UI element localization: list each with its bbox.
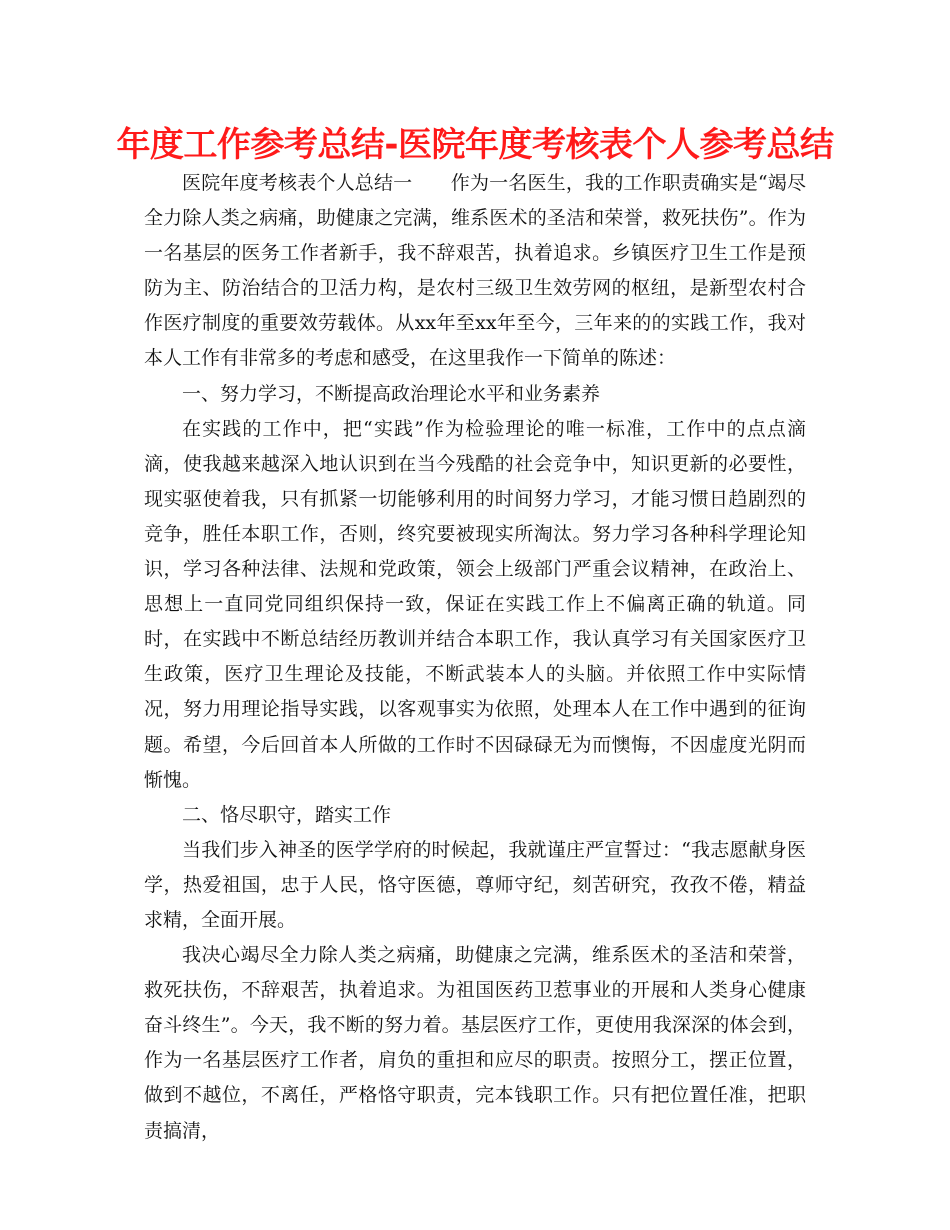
document-body xyxy=(144,166,806,1149)
paragraph-oath: 当我们步入神圣的医学学府的时候起，我就谨庄严宣誓过：“我志愿献身医学，热爱祖国，忠于人民，恪守医德，尊师守纪，刻苦研究，孜孜不倦，精益求精，全面开展。 xyxy=(144,838,806,931)
paragraph-intro: 医院年度考核表个人总结一 作为一名医生，我的工作职责确实是“竭尽全力除人类之病痛，助健康之完满，维系医术的圣洁和荣誉，救死扶伤”。作为一名基层的医务工作者新手，我不辞艰苦，执着追求。乡镇医疗卫生工作是预防为主、防治结合的卫活力构，是农村三级卫生效劳网的枢纽，是新型农村合作医疗制度的重要效劳载体。从xx年至xx年至今，三年来的的实践工作，我对本人工作有非常多的考虑和感受，在这里我作一下简单的陈述： xyxy=(144,172,806,370)
document-title: 年度工作参考总结-医院年度考核表个人参考总结 xyxy=(116,125,834,165)
paragraph-duty: 我决心竭尽全力除人类之病痛，助健康之完满，维系医术的圣洁和荣誉，救死扶伤，不辞艰苦，执着追求。为祖国医药卫惹事业的开展和人类身心健康奋斗终生”。今天，我不断的努力着。基层医疗工作，更使用我深深的体会到，作为一名基层医疗工作者，肩负的重担和应尽的职责。按照分工，摆正位置，做到不越位，不离任，严格恪守职责，完本钱职工作。只有把位置任准，把职责搞清， xyxy=(144,944,806,1142)
section-heading-1: 一、努力学习，不断提高政治理论水平和业务素养 xyxy=(182,382,601,405)
paragraph-study: 在实践的工作中，把“实践”作为检验理论的唯一标准，工作中的点点滴滴，使我越来越深入地认识到在当今残酷的社会竞争中，知识更新的必要性，现实驱使着我，只有抓紧一切能够利用的时间努力学习，才能习惯日趋剧烈的竞争，胜任本职工作，否则，终究要被现实所淘汰。努力学习各种科学理论知识，学习各种法律、法规和党政策，领会上级部门严重会议精神，在政治上、思想上一直同党同组织保持一致，保证在实践工作上不偏离正确的轨道。同时，在实践中不断总结经历教训并结合本职工作，我认真学习有关国家医疗卫生政策，医疗卫生理论及技能，不断武装本人的头脑。并依照工作中实际情况，努力用理论指导实践，以客观事实为依照，处理本人在工作中遇到的征询题。希望，今后回首本人所做的工作时不因碌碌无为而懊悔，不因虚度光阴而惭愧。 xyxy=(144,417,806,791)
section-heading-2: 二、恪尽职守，踏实工作 xyxy=(182,803,392,826)
